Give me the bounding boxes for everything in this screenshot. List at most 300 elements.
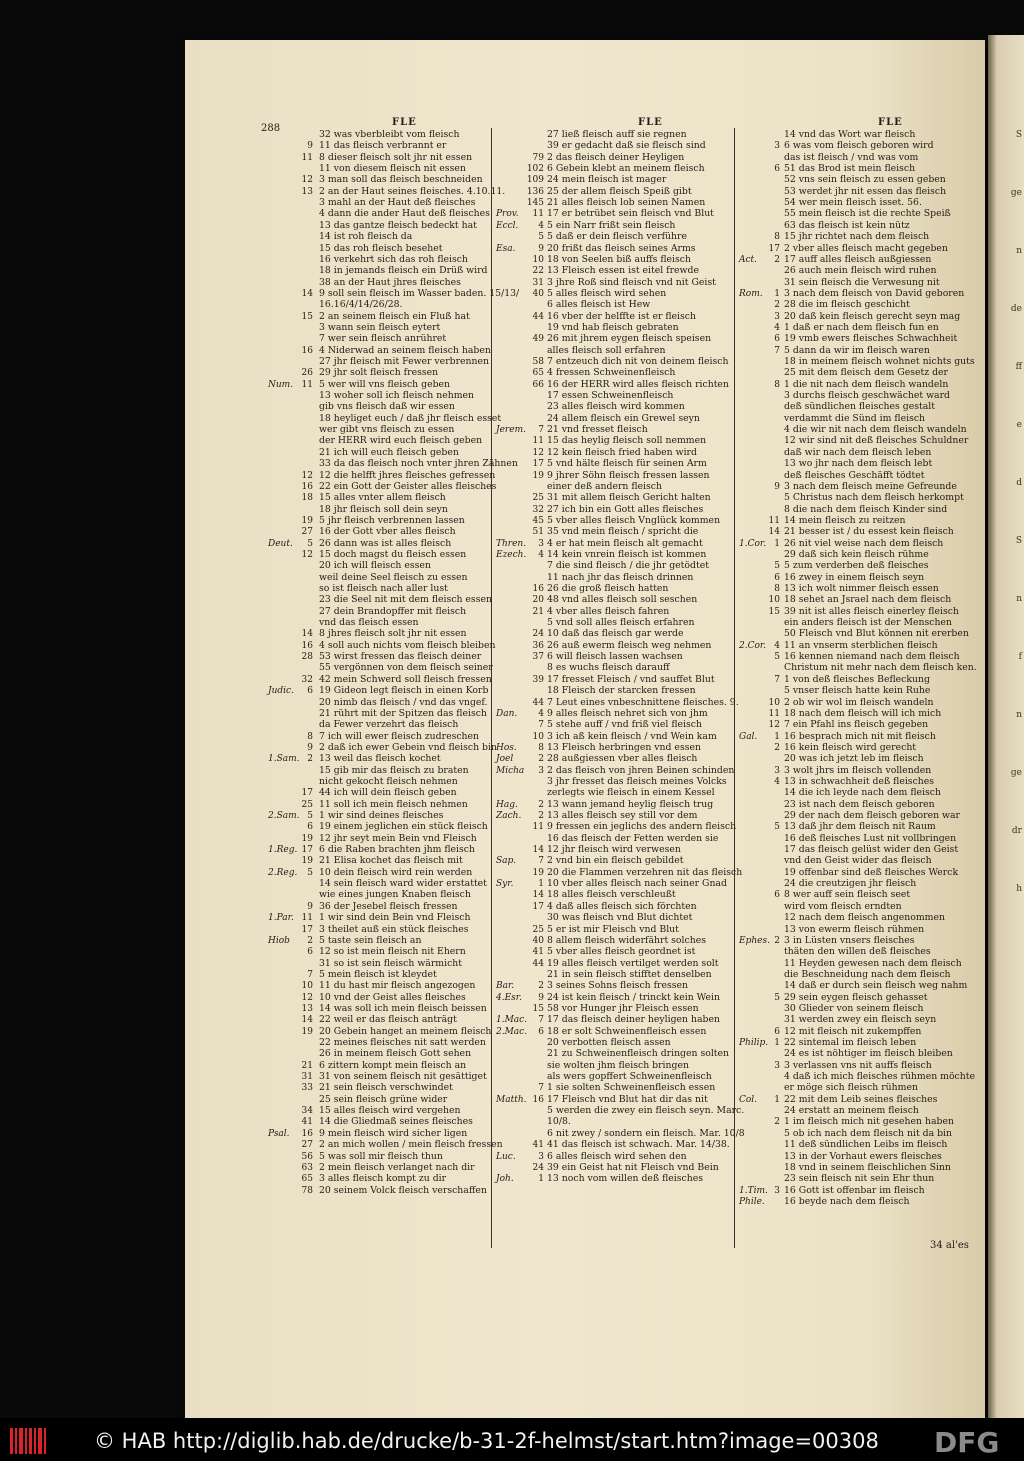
verse-text: 55 mein fleisch ist die rechte Speiß [784, 208, 951, 220]
verse-text: 48 vnd alles fleisch soll seschen [547, 594, 698, 606]
verse-text: 21 alles fleisch lob seinen Namen [547, 197, 706, 209]
verse-text: 4 daß alles fleisch sich förchten [547, 900, 697, 912]
chapter-number: 31 [301, 1072, 313, 1083]
verse-text: 19 vmb ewers fleisches Schwachheit [784, 333, 958, 345]
verse-text: verdammt die Sünd im fleisch [784, 412, 926, 424]
verse-text: die Beschneidung nach dem fleisch [784, 968, 951, 980]
book-abbreviation: Matth. [496, 1094, 527, 1105]
chapter-number: 6 [538, 1026, 544, 1037]
verse-text: 17 er betrübet sein fleisch vnd Blut [547, 208, 714, 220]
chapter-number: 44 [532, 958, 544, 969]
verse-text: 52 vns sein fleisch zu essen geben [784, 174, 946, 186]
verse-text: 5 vnd hälte fleisch für seinen Arm [547, 458, 707, 470]
verse-text: 3 man soll das fleisch beschneiden [319, 174, 483, 186]
verse-text: 20 frißt das fleisch seines Arms [547, 242, 696, 254]
verse-text: das ist fleisch / vnd was vom [784, 151, 919, 163]
next-page-fragment: n [1016, 246, 1022, 256]
chapter-number: 102 [526, 164, 544, 175]
chapter-number: 2 [774, 300, 780, 311]
next-page-fragment: h [1016, 884, 1022, 894]
chapter-number: 3 [774, 311, 780, 322]
next-page-fragment: S [1015, 536, 1022, 546]
chapter-number: 7 [538, 425, 544, 436]
chapter-number: 136 [526, 186, 544, 197]
verse-text: 11 das fleisch verbrannt er [319, 140, 447, 152]
chapter-number: 17 [532, 901, 544, 912]
verse-text: 23 die Seel nit mit dem fleisch essen [319, 594, 492, 606]
next-page-fragment: n [1016, 594, 1022, 604]
verse-text: 8 wer auff sein fleisch seet [784, 889, 911, 901]
chapter-number: 16 [301, 1128, 313, 1139]
verse-text: 16 das fleisch der Fetten werden sie [547, 832, 719, 844]
chapter-number: 2 [774, 742, 780, 753]
chapter-number: 12 [768, 720, 780, 731]
book-abbreviation: Num. [268, 379, 294, 390]
book-abbreviation: 1.Par. [268, 913, 294, 924]
verse-text: 14 die ich leyde nach dem fleisch [784, 787, 941, 799]
chapter-number: 8 [538, 742, 544, 753]
book-abbreviation: Philip. [739, 1038, 769, 1048]
verse-text: 21 in sein fleisch stifftet denselben [547, 968, 712, 980]
chapter-number: 11 [532, 436, 544, 447]
book-abbreviation: Phile. [739, 1196, 765, 1207]
verse-text: 9 jhrer Söhn fleisch fressen lassen [547, 469, 710, 481]
verse-text: 63 das fleisch ist kein nütz [784, 219, 910, 231]
book-abbreviation: Ephes. [739, 935, 770, 946]
verse-text: 2 an seinem fleisch ein Fluß hat [319, 310, 470, 322]
verse-text: 5 was soll mir fleisch thun [319, 1150, 443, 1162]
verse-text: 27 ich bin ein Gott alles fleisches [547, 503, 704, 515]
verse-text: 16 vber der helffte ist er fleisch [547, 310, 696, 322]
chapter-number: 49 [532, 334, 544, 345]
verse-text: 26 mit jhrem eygen fleisch speisen [547, 333, 712, 345]
chapter-number: 2 [538, 981, 544, 992]
copyright-url[interactable]: © HAB http://diglib.hab.de/drucke/b-31-2f-helmst/start.htm?image=00308 [94, 1429, 879, 1453]
verse-text: 11 du hast mir fleisch angezogen [319, 980, 476, 992]
verse-text: 6 Gebein klebt an meinem fleisch [547, 163, 705, 175]
verse-text: 13 Fleisch herbringen vnd essen [547, 741, 701, 753]
verse-text: 23 ist nach dem fleisch geboren [784, 798, 935, 810]
verse-text: wer gibt vns fleisch zu essen [319, 424, 455, 436]
chapter-number: 66 [532, 379, 544, 390]
chapter-number: 63 [301, 1162, 313, 1173]
chapter-number: 18 [301, 493, 313, 504]
chapter-number: 3 [538, 765, 544, 776]
verse-text: 18 in meinem fleisch wohnet nichts guts [784, 356, 975, 367]
verse-text: 1 wir sind deines fleisches [319, 810, 444, 821]
verse-text: 24 die creutzigen jhr fleisch [784, 878, 917, 890]
verse-text: 21 Elisa kochet das fleisch mit [319, 855, 463, 867]
verse-text: 16 kennen niemand nach dem fleisch [784, 651, 960, 663]
verse-text: 4 Niderwad an seinem fleisch haben [319, 344, 491, 356]
verse-text: 14 vnd das Wort war fleisch [784, 129, 916, 140]
book-abbreviation: 2.Reg. [268, 867, 298, 878]
verse-text: 24 ist kein fleisch / trinckt kein Wein [547, 991, 720, 1003]
chapter-number: 24 [532, 629, 544, 640]
verse-text: 13 Fleisch essen ist eitel frewde [547, 265, 699, 277]
chapter-number: 8 [774, 232, 780, 243]
verse-text: 5 vber alles fleisch geordnet ist [547, 946, 696, 958]
verse-text: 29 jhr solt fleisch fressen [319, 367, 439, 379]
verse-text: 39 ein Geist hat nit Fleisch vnd Bein [547, 1161, 719, 1173]
chapter-number: 14 [768, 527, 780, 538]
book-abbreviation: Rom. [739, 288, 763, 299]
verse-text: 41 das fleisch ist schwach. Mar. 14/38. [547, 1139, 730, 1151]
verse-text: 20 die Flammen verzehren nit das fleisch [547, 866, 743, 878]
chapter-number: 5 [774, 992, 780, 1003]
verse-text: 8 jhres fleisch solt jhr nit essen [319, 628, 467, 640]
verse-text: 5 ob ich nach dem fleisch nit da bin [784, 1127, 953, 1139]
book-abbreviation: 1.Reg. [268, 845, 298, 856]
verse-text: 11 von diesem fleisch nit essen [319, 163, 466, 175]
chapter-number: 10 [532, 731, 544, 742]
book-abbreviation: Dan. [496, 708, 518, 719]
chapter-number: 17 [532, 459, 544, 470]
verse-text: 10 dein fleisch wird rein werden [319, 866, 473, 878]
verse-text: 7 die sind fleisch / die jhr getödtet [547, 560, 709, 572]
verse-text: als wers gopffert Schweinenfleisch [547, 1071, 712, 1083]
book-abbreviation: Judic. [268, 686, 294, 697]
verse-text: 53 wirst fressen das fleisch deiner [319, 651, 482, 663]
verse-text: 14 kein vnrein fleisch ist kommen [547, 548, 707, 560]
verse-text: 2 an mich wollen / mein fleisch fressen [319, 1139, 503, 1151]
verse-text: da Fewer verzehrt das fleisch [319, 719, 459, 731]
verse-text: 51 das Brod ist mein fleisch [784, 163, 916, 175]
verse-text: 15 das roh fleisch besehet [319, 242, 443, 254]
chapter-number: 17 [301, 845, 313, 856]
chapter-number: 56 [301, 1151, 313, 1162]
chapter-number: 6 [307, 947, 313, 958]
verse-text: 44 ich will dein fleisch geben [319, 787, 457, 799]
verse-text: 15 gib mir das fleisch zu braten [319, 764, 469, 776]
chapter-number: 19 [301, 856, 313, 867]
verse-text: 20 was ich jetzt leb im fleisch [784, 753, 924, 765]
verse-text: 15 alles fleisch wird vergehen [319, 1105, 461, 1117]
chapter-number: 7 [774, 345, 780, 356]
verse-text: 25 sein fleisch grüne wider [319, 1093, 448, 1105]
verse-text: 13 von ewerm fleisch rühmen [784, 923, 925, 935]
chapter-number: 4 [538, 708, 544, 719]
verse-text: 11 nach jhr das fleisch drinnen [547, 571, 694, 583]
verse-text: 15 alles vnter allem fleisch [319, 492, 446, 504]
verse-text: 16 verkehrt sich das roh fleisch [319, 253, 468, 265]
verse-text: 5 zum verderben deß fleisches [784, 560, 929, 572]
next-page-fragment: ff [1015, 362, 1022, 372]
book-abbreviation: Bar. [496, 981, 515, 992]
chapter-number: 4 [774, 640, 780, 651]
chapter-number: 21 [532, 606, 544, 617]
verse-text: 14 sein fleisch ward wider erstattet [319, 878, 487, 890]
verse-text: 18 nach dem fleisch will ich mich [784, 707, 942, 719]
chapter-number: 1 [774, 288, 780, 299]
chapter-number: 3 [538, 1151, 544, 1162]
verse-text: 22 ein Gott der Geister alles fleisches [319, 480, 497, 492]
chapter-number: 37 [532, 652, 544, 663]
chapter-number: 2 [538, 754, 544, 765]
book-abbreviation: Zach. [496, 811, 522, 821]
chapter-number: 9 [538, 992, 544, 1003]
verse-text: 26 dann was ist alles fleisch [319, 537, 452, 549]
chapter-number: 14 [301, 288, 313, 299]
verse-text: 23 alles fleisch wird kommen [547, 401, 685, 413]
book-abbreviation: Joh. [496, 1174, 514, 1185]
verse-text: 18 Fleisch der starcken fressen [547, 685, 696, 697]
verse-text: 10/8. [547, 1116, 571, 1128]
chapter-number: 7 [538, 720, 544, 731]
verse-text: 17 das fleisch gelüst wider den Geist [784, 844, 959, 856]
verse-text: 42 mein Schwerd soll fleisch fressen [319, 673, 492, 685]
chapter-number: 19 [301, 1026, 313, 1037]
verse-text: 13 woher soll ich fleisch nehmen [319, 390, 475, 402]
verse-text: 30 was fleisch vnd Blut dichtet [547, 912, 693, 924]
chapter-number: 16 [532, 584, 544, 594]
chapter-number: 2 [774, 935, 780, 946]
verse-text: 26 die groß fleisch hatten [547, 583, 669, 594]
verse-text: 17 das fleisch deiner heyligen haben [547, 1014, 720, 1026]
verse-text: 20 seinem Volck fleisch verschaffen [319, 1184, 487, 1196]
book-abbreviation: Esa. [496, 243, 516, 254]
column-header-1: FLE [392, 117, 417, 128]
verse-text: 7 entzeuch dich nit von deinem fleisch [547, 356, 729, 367]
verse-text: 31 von seinem fleisch nit gesättiget [319, 1071, 487, 1083]
verse-text: 24 allem fleisch ein Grewel seyn [547, 412, 700, 424]
chapter-number: 1 [774, 1038, 780, 1048]
chapter-number: 32 [301, 674, 313, 685]
book-abbreviation: Ezech. [496, 549, 527, 560]
book-abbreviation: 1.Tim. [739, 1185, 768, 1196]
chapter-number: 19 [301, 515, 313, 526]
chapter-number: 6 [774, 890, 780, 901]
verse-text: 16.16/4/14/26/28. [319, 299, 403, 311]
verse-text: 5 jhr fleisch verbrennen lassen [319, 514, 465, 526]
book-abbreviation: Jerem. [496, 425, 526, 436]
verse-text: 19 offenbar sind deß fleisches Werck [784, 866, 959, 878]
verse-text: 22 weil er das fleisch anträgt [319, 1014, 457, 1026]
verse-text: 12 kein fleisch fried haben wird [547, 446, 697, 458]
chapter-number: 11 [532, 822, 544, 833]
chapter-number: 11 [768, 515, 780, 526]
chapter-number: 13 [301, 1003, 313, 1014]
chapter-number: 4 [774, 322, 780, 333]
chapter-number: 8 [307, 731, 313, 742]
chapter-number: 14 [301, 1015, 313, 1026]
verse-text: 58 vor Hunger jhr Fleisch essen [547, 1002, 699, 1014]
verse-text: 2 vnd bin ein fleisch gebildet [547, 855, 684, 867]
verse-text: 12 nach dem fleisch angenommen [784, 912, 945, 924]
verse-text: 1 wir sind dein Bein vnd Fleisch [319, 912, 471, 924]
chapter-number: 36 [532, 640, 544, 651]
next-page-fragment: n [1016, 710, 1022, 720]
verse-text: 1 im fleisch mich nit gesehen haben [784, 1116, 954, 1128]
verse-text: 24 erstatt an meinem fleisch [784, 1105, 919, 1117]
verse-text: weil deine Seel fleisch zu essen [319, 571, 468, 583]
next-page-fragment: e [1016, 420, 1022, 430]
verse-text: 5 vnser fleisch hatte kein Ruhe [784, 685, 931, 697]
book-abbreviation: Luc. [496, 1151, 516, 1162]
verse-text: 3 verlassen vns nit auffs fleisch [784, 1059, 932, 1071]
verse-text: 27 jhr fleisch mit Fewer verbrennen [319, 356, 489, 367]
verse-text: 3 mahl an der Haut deß fleisches [319, 197, 476, 209]
verse-text: 26 in meinem fleisch Gott sehen [319, 1048, 472, 1060]
chapter-number: 24 [532, 1162, 544, 1173]
chapter-number: 2 [307, 754, 313, 765]
verse-text: 3 theilet auß ein stück fleisches [319, 923, 469, 935]
chapter-number: 9 [307, 742, 313, 753]
book-abbreviation: Joel [496, 754, 514, 765]
verse-text: 19 alles fleisch vertilget werden solt [547, 957, 719, 969]
verse-text: 4 die wir nit nach dem fleisch wandeln [784, 424, 967, 436]
book-abbreviation: 1.Cor. [739, 538, 767, 549]
verse-text: 15 das heylig fleisch soll nemmen [547, 435, 707, 447]
chapter-number: 11 [301, 379, 313, 390]
book-abbreviation: 1.Sam. [268, 754, 300, 765]
next-page-fragment: ge [1010, 768, 1022, 778]
chapter-number: 1 [538, 1174, 544, 1185]
verse-text: 20 nimb das fleisch / vnd das vngef. [319, 696, 488, 708]
chapter-number: 19 [532, 867, 544, 878]
chapter-number: 14 [532, 890, 544, 901]
book-abbreviation: Hos. [496, 742, 517, 753]
dfg-logo-text: DFG [934, 1427, 1000, 1455]
chapter-number: 5 [774, 561, 780, 572]
verse-text: 16 zwey in einem fleisch seyn [784, 571, 925, 583]
verse-text: 2 mein fleisch verlanget nach dir [319, 1161, 475, 1173]
chapter-number: 6 [307, 822, 313, 833]
chapter-number: 16 [301, 481, 313, 492]
verse-text: 26 auß ewerm fleisch weg nehmen [547, 639, 712, 651]
verse-text: 16 besprach mich nit mit fleisch [784, 730, 936, 742]
book-abbreviation: Gal. [739, 731, 758, 742]
verse-text: 26 nit viel weise nach dem fleisch [784, 537, 944, 549]
book-abbreviation: Col. [739, 1094, 758, 1105]
dfg-logo-icon [934, 1427, 1020, 1455]
verse-text: 4 vber alles fleisch fahren [547, 605, 670, 617]
chapter-number: 9 [774, 481, 780, 492]
verse-text: 50 Fleisch vnd Blut können nit ererben [784, 628, 969, 640]
verse-text: 17 auff alles fleisch außgiessen [784, 253, 932, 265]
verse-text: 3 alles fleisch kompt zu dir [319, 1173, 447, 1185]
chapter-number: 3 [774, 1185, 780, 1196]
verse-text: thäten den willen deß fleisches [784, 946, 931, 958]
chapter-number: 9 [538, 243, 544, 254]
verse-text: wird vom fleisch erndten [784, 900, 902, 912]
verse-text: daß wir nach dem fleisch leben [784, 446, 932, 458]
verse-text: 7 Leut eines vnbeschnittene fleisches. 9. [547, 696, 739, 708]
verse-text: 3 seines Sohns fleisch fressen [547, 980, 689, 992]
book-abbreviation: Hiob [268, 935, 290, 946]
barcode-logo-icon [6, 1424, 52, 1458]
chapter-number: 7 [538, 856, 544, 867]
verse-text: 12 so ist mein fleisch nit Ehern [319, 946, 466, 958]
verse-text: 2 ob wir wol im fleisch wandeln [784, 696, 934, 708]
verse-text: 5 mein fleisch ist kleydet [319, 968, 437, 980]
verse-text: 18 er solt Schweinenfleisch essen [547, 1025, 707, 1037]
chapter-number: 25 [301, 799, 313, 810]
chapter-number: 5 [538, 232, 544, 243]
verse-text: 35 vnd mein fleisch / spricht die [547, 526, 699, 538]
verse-text: ein anders fleisch ist der Menschen [784, 617, 952, 629]
verse-text: 18 alles fleisch verschleußt [547, 889, 676, 901]
verse-text: sie wolten jhm fleisch bringen [547, 1059, 689, 1071]
verse-text: 31 so ist sein fleisch wärmicht [319, 957, 462, 969]
verse-text: 12 jhr fleisch wird verwesen [547, 844, 681, 856]
verse-text: 17 Fleisch vnd Blut hat dir das nit [547, 1093, 708, 1105]
chapter-number: 44 [532, 697, 544, 708]
verse-text: 32 was vberbleibt vom fleisch [319, 129, 460, 140]
verse-text: 25 der allem fleisch Speiß gibt [547, 185, 692, 197]
chapter-number: 1 [774, 538, 780, 549]
chapter-number: 13 [301, 186, 313, 197]
verse-text: 5 werden die zwey ein fleisch seyn. Marc. [547, 1105, 745, 1117]
verse-text: 18 heyliget euch / daß jhr fleisch esset [319, 412, 502, 424]
verse-text: 14 ist roh fleisch da [319, 231, 413, 243]
book-abbreviation: Micha [496, 765, 525, 776]
verse-text: 9 mein fleisch wird sicher ligen [319, 1127, 468, 1139]
chapter-number: 58 [532, 357, 544, 367]
verse-text: 3 wolt jhrs im fleisch vollenden [784, 764, 932, 776]
chapter-number: 25 [532, 493, 544, 504]
verse-text: 9 soll sein fleisch im Wasser baden. 15/13/ [319, 287, 520, 299]
verse-text: 19 Gideon legt fleisch in einen Korb [319, 685, 489, 697]
next-page-fragment: f [1018, 652, 1022, 662]
chapter-number: 12 [532, 447, 544, 458]
verse-text: vnd das fleisch essen [319, 617, 419, 629]
verse-text: 8 die nach dem fleisch Kinder sind [784, 503, 948, 515]
chapter-number: 12 [301, 175, 313, 186]
verse-text: 4 dann die ander Haut deß fleisches [319, 208, 490, 220]
verse-text: 16 der Gott vber alles fleisch [319, 526, 456, 538]
chapter-number: 5 [307, 538, 313, 549]
verse-text: 16 deß fleisches Lust nit vollbringen [784, 832, 957, 844]
chapter-number: 109 [526, 175, 544, 186]
verse-text: 31 sein fleisch die Verwesung nit [784, 276, 940, 288]
verse-text: 8 dieser fleisch solt jhr nit essen [319, 151, 473, 163]
chapter-number: 26 [301, 368, 313, 379]
chapter-number: 8 [774, 379, 780, 390]
chapter-number: 9 [307, 141, 313, 152]
chapter-number: 19 [532, 470, 544, 481]
next-page-fragment: de [1010, 304, 1022, 314]
chapter-number: 4 [774, 776, 780, 787]
verse-text: 4 daß ich mich fleisches rühmen möchte [784, 1071, 975, 1083]
verse-text: 10 vnd der Geist alles fleisches [319, 991, 466, 1003]
verse-text: 3 in Lüsten vnsers fleisches [784, 934, 915, 946]
chapter-number: 11 [768, 708, 780, 719]
chapter-number: 78 [301, 1185, 313, 1196]
verse-text: nicht gekocht fleisch nehmen [319, 775, 458, 787]
verse-text: 31 mit allem fleisch Gericht halten [547, 492, 711, 504]
verse-text: 3 ich aß kein fleisch / vnd Wein kam [547, 730, 717, 742]
verse-text: 6 die Raben brachten jhm fleisch [319, 844, 475, 856]
verse-text: 31 werden zwey ein fleisch seyn [784, 1014, 937, 1026]
chapter-number: 17 [301, 788, 313, 799]
verse-text: 36 der Jesebel fleisch fressen [319, 900, 458, 912]
verse-text: 2 an der Haut seines fleisches. 4.10.11. [319, 185, 506, 197]
verse-text: 20 Gebein hanget an meinem fleisch [319, 1025, 492, 1037]
chapter-number: 8 [774, 584, 780, 594]
chapter-number: 1 [774, 1094, 780, 1105]
verse-text: 7 ein Pfahl ins fleisch gegeben [784, 719, 929, 731]
chapter-number: 41 [532, 1140, 544, 1151]
verse-text: 25 mit dem fleisch dem Gesetz der [784, 367, 948, 379]
chapter-number: 2 [307, 935, 313, 946]
verse-text: 3 nach dem fleisch von David geboren [784, 287, 965, 299]
verse-text: 18 in jemands fleisch ein Drüß wird [319, 265, 488, 277]
verse-text: 13 ich wolt nimmer fleisch essen [784, 583, 939, 594]
verse-text: 22 mit dem Leib seines fleisches [784, 1093, 938, 1105]
verse-text: 6 nit zwey / sondern ein fleisch. Mar. 10/8 [547, 1127, 745, 1139]
verse-text: 11 deß sündlichen Leibs im fleisch [784, 1139, 948, 1151]
